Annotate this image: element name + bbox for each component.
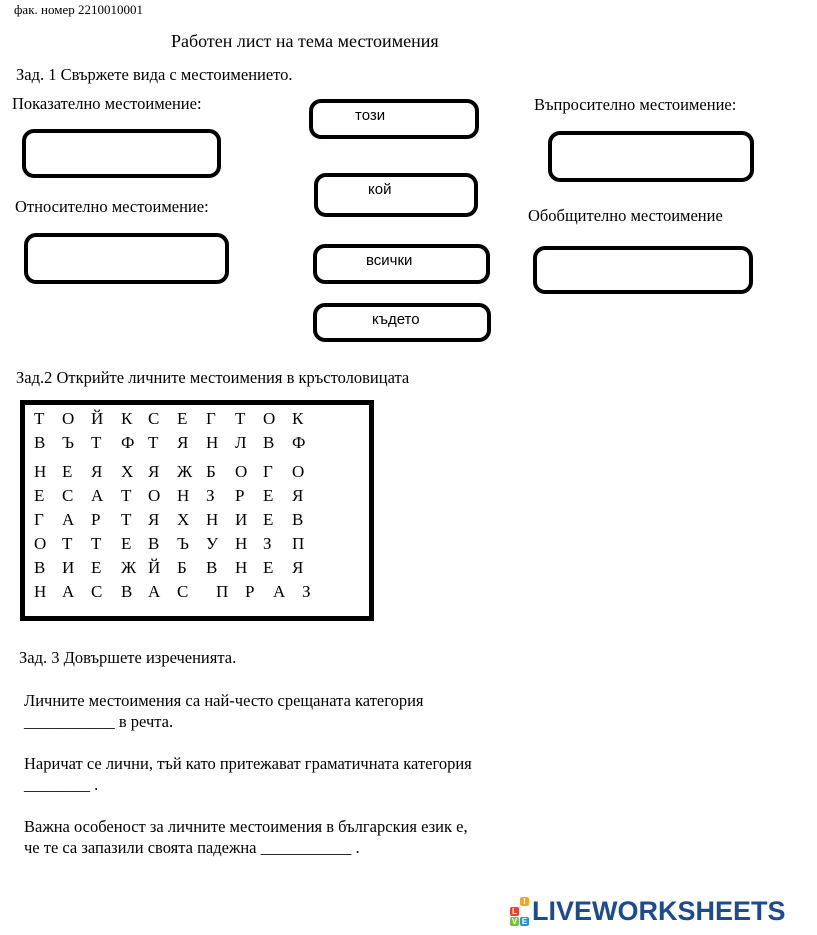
grid-letter[interactable]: К xyxy=(292,409,304,428)
grid-letter[interactable]: Р xyxy=(91,510,101,529)
grid-letter[interactable]: Н xyxy=(235,558,248,577)
grid-letter[interactable]: Б xyxy=(206,462,216,481)
grid-letter[interactable]: Е xyxy=(91,558,102,577)
grid-letter[interactable]: Ф xyxy=(121,433,135,452)
grid-letter[interactable]: О xyxy=(292,462,305,481)
grid-letter[interactable]: Р xyxy=(235,486,245,505)
logo-mark-v: V xyxy=(511,916,518,926)
grid-letter[interactable]: Т xyxy=(62,534,73,553)
grid-letter[interactable]: Х xyxy=(121,462,134,481)
grid-letter[interactable]: Л xyxy=(235,433,247,452)
sentence-2 xyxy=(24,753,472,795)
sentence-1-text: Личните местоимения са най-често срещаната категория xyxy=(24,691,424,710)
grid-letter[interactable]: Й xyxy=(91,409,104,428)
grid-letter[interactable]: Ж xyxy=(121,558,137,577)
grid-letter[interactable]: В xyxy=(34,433,46,452)
grid-letter[interactable]: Я xyxy=(177,433,189,452)
grid-letter[interactable]: О xyxy=(62,409,75,428)
grid-letter[interactable]: Е xyxy=(263,558,274,577)
grid-letter[interactable]: Н xyxy=(235,534,248,553)
grid-letter[interactable]: С xyxy=(62,486,74,505)
sentence-3 xyxy=(24,816,468,858)
grid-letter[interactable]: О xyxy=(34,534,47,553)
grid-letter[interactable]: Е xyxy=(263,510,274,529)
grid-letter[interactable]: У xyxy=(206,534,219,553)
grid-letter[interactable]: В xyxy=(121,582,133,601)
logo-mark-icon xyxy=(510,897,529,926)
grid-letter[interactable]: Я xyxy=(292,558,304,577)
category-label-demonstrative: Показателно местоимение: xyxy=(12,94,202,113)
grid-letter[interactable]: Н xyxy=(177,486,190,505)
word-card-kadeto[interactable] xyxy=(313,303,491,342)
sentence-3-end: . xyxy=(351,838,360,857)
grid-letter[interactable]: Ъ xyxy=(62,433,75,452)
grid-letter[interactable]: Ф xyxy=(292,433,306,452)
grid-letter[interactable]: Т xyxy=(235,409,246,428)
task3-heading: Зад. 3 Довършете изреченията. xyxy=(19,648,237,667)
grid-letter[interactable]: Е xyxy=(177,409,188,428)
grid-letter[interactable]: П xyxy=(216,582,229,601)
sentence-3-text-line2: че те са запазили своята падежна xyxy=(24,838,261,857)
grid-letter[interactable]: З xyxy=(302,582,311,601)
grid-letter[interactable]: Е xyxy=(263,486,274,505)
grid-letter[interactable]: А xyxy=(91,486,104,505)
logo-mark-l: L xyxy=(510,907,519,916)
grid-letter[interactable]: Т xyxy=(121,486,132,505)
grid-letter[interactable]: О xyxy=(148,486,161,505)
grid-letter[interactable]: Т xyxy=(34,409,45,428)
liveworksheets-logo xyxy=(510,896,786,926)
drop-box-relative[interactable] xyxy=(24,233,229,284)
grid-letter[interactable]: Е xyxy=(121,534,132,553)
grid-letter[interactable]: Ж xyxy=(177,462,193,481)
word-card-label: където xyxy=(372,311,420,328)
logo-mark-i: I xyxy=(520,897,529,906)
grid-letter[interactable]: Б xyxy=(177,558,187,577)
word-card-koi[interactable] xyxy=(314,173,478,217)
grid-letter[interactable]: З xyxy=(206,486,215,505)
grid-letter[interactable]: Т xyxy=(121,510,132,529)
grid-letter[interactable]: В xyxy=(263,433,275,452)
grid-letter[interactable]: Я xyxy=(148,462,160,481)
grid-letter[interactable]: С xyxy=(148,409,160,428)
grid-letter[interactable]: В xyxy=(292,510,304,529)
word-card-tozi[interactable] xyxy=(309,99,479,139)
sentence-1 xyxy=(24,690,424,732)
grid-letter[interactable]: К xyxy=(121,409,133,428)
sentence-2-text: Наричат се лични, тъй като притежават граматичната категория xyxy=(24,754,472,773)
faculty-number: фак. номер 2210010001 xyxy=(14,2,143,17)
logo-text: LIVEWORKSHEETS xyxy=(532,895,786,926)
grid-letter[interactable]: Г xyxy=(263,462,273,481)
grid-letter[interactable]: А xyxy=(62,582,75,601)
grid-letter[interactable]: Г xyxy=(34,510,44,529)
grid-letter[interactable]: Е xyxy=(34,486,45,505)
sentence-3-text: Важна особеност за личните местоимения в българския език е, xyxy=(24,817,468,836)
grid-letter[interactable]: В xyxy=(148,534,160,553)
grid-letter[interactable]: Я xyxy=(292,486,304,505)
sentence-2-blank[interactable]: ________ xyxy=(24,775,90,794)
word-card-label: всички xyxy=(366,252,413,269)
task2-heading: Зад.2 Открийте личните местоимения в кръстоловицата xyxy=(16,368,410,387)
drop-box-interrogative[interactable] xyxy=(548,131,754,182)
grid-letter[interactable]: Н xyxy=(206,433,219,452)
drop-box-demonstrative[interactable] xyxy=(22,129,221,178)
grid-letter[interactable]: Г xyxy=(206,409,216,428)
word-card-label: кой xyxy=(368,181,392,198)
grid-letter[interactable]: В xyxy=(206,558,218,577)
grid-letter[interactable]: А xyxy=(62,510,75,529)
grid-letter[interactable]: З xyxy=(263,534,272,553)
sentence-1-blank[interactable]: ___________ xyxy=(24,712,115,731)
sentence-1-end: в речта. xyxy=(114,712,174,731)
grid-letter[interactable]: Ъ xyxy=(177,534,190,553)
grid-letter[interactable]: Т xyxy=(148,433,159,452)
grid-letter[interactable]: Н xyxy=(206,510,219,529)
word-card-label: този xyxy=(355,107,386,124)
grid-letter[interactable]: И xyxy=(62,558,75,577)
logo-mark-e: E xyxy=(521,916,528,926)
sentence-2-end: . xyxy=(90,775,99,794)
grid-letter[interactable]: Р xyxy=(245,582,255,601)
grid-letter[interactable]: С xyxy=(91,582,103,601)
grid-letter[interactable]: С xyxy=(177,582,189,601)
word-card-vsichki[interactable] xyxy=(313,244,490,284)
grid-letter[interactable]: А xyxy=(148,582,161,601)
grid-letter[interactable]: П xyxy=(292,534,305,553)
category-label-generalizing: Обобщително местоимение xyxy=(528,206,723,225)
grid-letter[interactable]: О xyxy=(263,409,276,428)
grid-letter[interactable]: И xyxy=(235,510,248,529)
page-title: Работен лист на тема местоимения xyxy=(171,31,439,51)
grid-letter[interactable]: Й xyxy=(148,558,161,577)
grid-letter[interactable]: О xyxy=(235,462,248,481)
grid-letter[interactable]: Я xyxy=(91,462,103,481)
grid-letter[interactable]: В xyxy=(34,558,46,577)
grid-letter[interactable]: Т xyxy=(91,534,102,553)
sentence-3-blank[interactable]: ___________ xyxy=(260,838,352,857)
grid-letter[interactable]: Х xyxy=(177,510,190,529)
grid-letter[interactable]: Е xyxy=(62,462,73,481)
grid-letter[interactable]: Н xyxy=(34,582,47,601)
category-label-relative: Относително местоимение: xyxy=(15,197,209,216)
category-label-interrogative: Въпросително местоимение: xyxy=(534,95,737,114)
task1-heading: Зад. 1 Свържете вида с местоимението. xyxy=(16,65,293,84)
drop-box-generalizing[interactable] xyxy=(533,246,753,294)
word-search-grid[interactable] xyxy=(20,400,374,621)
grid-letter[interactable]: Н xyxy=(34,462,47,481)
grid-letter[interactable]: А xyxy=(273,582,286,601)
grid-letter[interactable]: Т xyxy=(91,433,102,452)
grid-letter[interactable]: Я xyxy=(148,510,160,529)
